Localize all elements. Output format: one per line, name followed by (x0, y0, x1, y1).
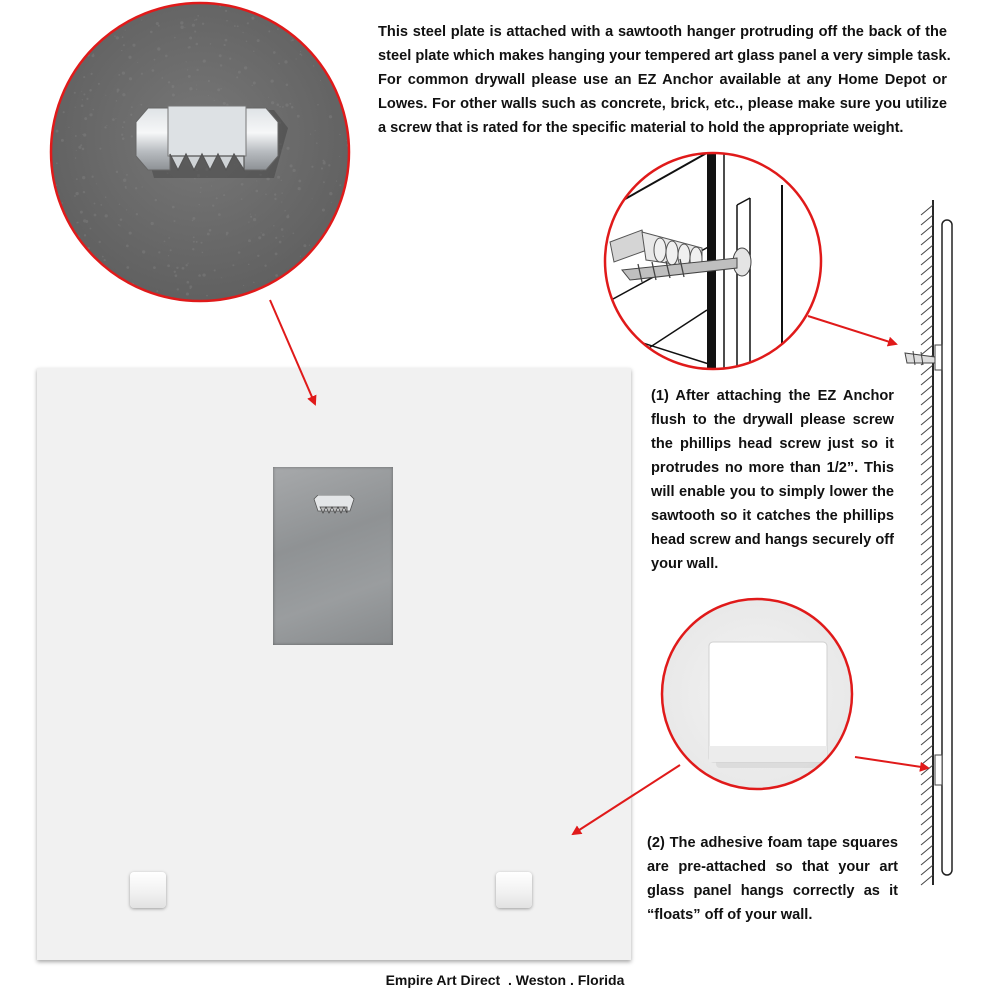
step-2-line: (2) The adhesive foam tape squares (647, 835, 898, 851)
step-1-line: head screw and hangs securely off (651, 532, 894, 548)
hanger-description-line: For common drywall please use an EZ Anchor available at any Home Depot or (378, 72, 947, 88)
step-1-line: the phillips head screw just so it (651, 436, 894, 452)
step-2-line: are pre-attached so that your art (647, 859, 898, 875)
step-1-line: flush to the drywall please screw (651, 412, 894, 428)
step-1-line: (1) After attaching the EZ Anchor (651, 388, 894, 404)
hanger-description-line: steel plate which makes hanging your tempered art glass panel a very simple task. (378, 48, 951, 64)
footer-company-location: Empire Art Direct . Weston . Florida (385, 972, 625, 988)
hanger-description-line: This steel plate is attached with a sawtooth hanger protruding off the back of the (378, 24, 947, 40)
step-2-line: “floats” off of your wall. (647, 907, 813, 923)
arrow-to-wall-screw (808, 316, 896, 344)
step-1-line: protrudes no more than 1/2”. This (651, 460, 894, 476)
hanger-description-line: a screw that is rated for the specific material to hold the appropriate weight. (378, 120, 904, 136)
step-1-line: your wall. (651, 556, 719, 572)
step-1-instructions (651, 384, 894, 576)
arrow-to-panel-pad (573, 765, 680, 834)
hanger-description-line: Lowes. For other walls such as concrete, brick, etc., please make sure you utilize (378, 96, 947, 112)
arrow-to-wall-pad (855, 757, 928, 768)
step-2-line: glass panel hangs correctly as it (647, 883, 898, 899)
step-1-line: sawtooth so it catches the phillips (651, 508, 894, 524)
arrow-to-plate (270, 300, 315, 404)
step-2-instructions (647, 831, 898, 927)
step-1-line: will enable you to simply lower the (651, 484, 894, 500)
